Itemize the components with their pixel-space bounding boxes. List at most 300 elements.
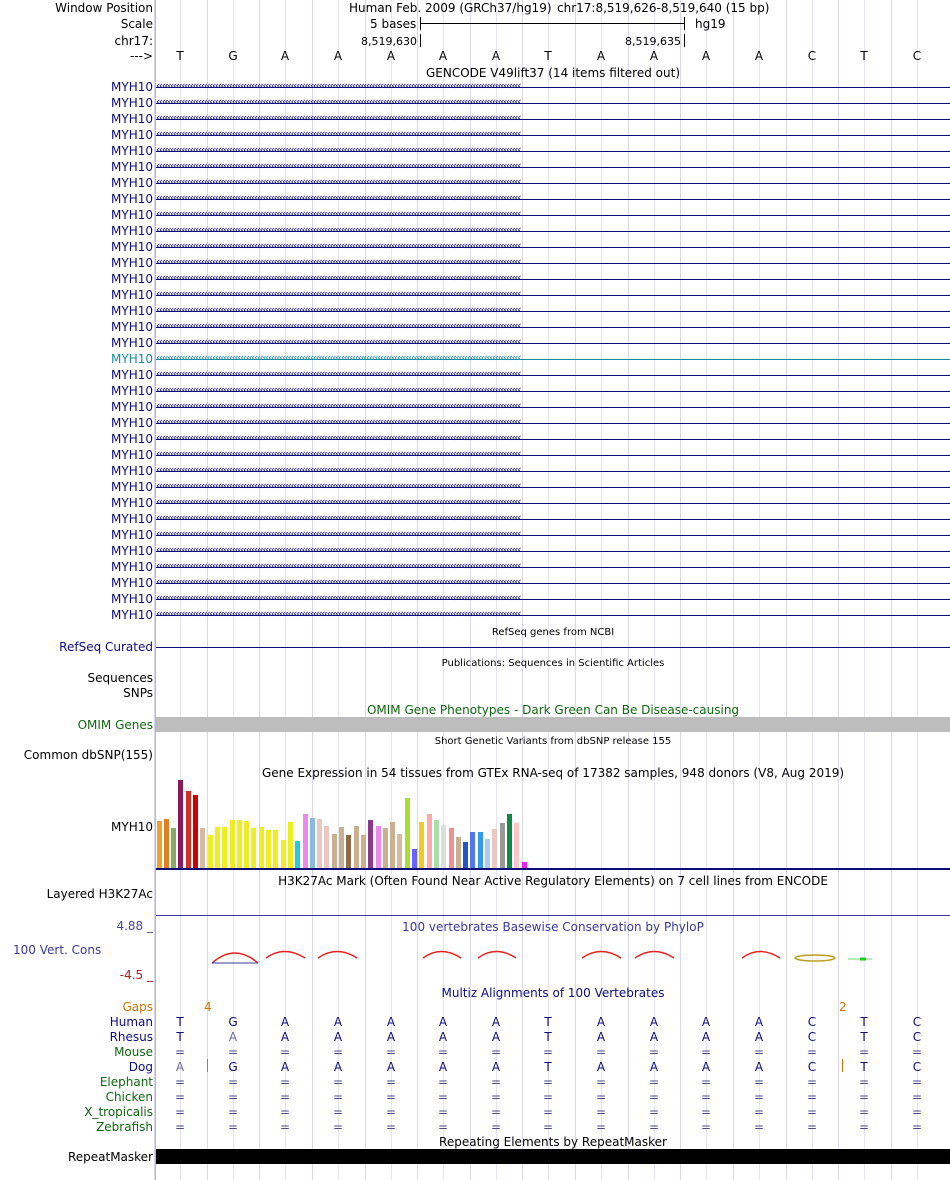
alignment-base: =: [279, 1075, 291, 1089]
gencode-gene-label[interactable]: MYH10: [111, 96, 153, 110]
alignment-base: T: [860, 1015, 868, 1029]
species-label[interactable]: Mouse: [114, 1045, 153, 1059]
strand-arrows: ‹‹‹‹‹‹‹‹‹‹‹‹‹‹‹‹‹‹‹‹‹‹‹‹‹‹‹‹‹‹‹‹‹‹‹‹‹‹‹‹‹‹‹‹‹‹‹‹‹‹‹‹‹‹‹‹‹‹‹‹‹‹‹‹‹‹‹‹‹‹‹‹‹‹‹‹‹‹‹‹‹‹‹‹‹‹‹‹‹‹‹‹‹‹‹‹‹‹‹‹‹‹‹‹‹‹‹‹‹‹‹‹‹‹‹‹‹‹‹‹‹‹‹‹‹‹‹‹‹‹: [156, 351, 520, 364]
strand-label: --->: [129, 49, 153, 63]
dog-gap-marker: [207, 1059, 208, 1072]
alignment-base: A: [649, 1030, 659, 1044]
strand-arrows: ‹‹‹‹‹‹‹‹‹‹‹‹‹‹‹‹‹‹‹‹‹‹‹‹‹‹‹‹‹‹‹‹‹‹‹‹‹‹‹‹‹‹‹‹‹‹‹‹‹‹‹‹‹‹‹‹‹‹‹‹‹‹‹‹‹‹‹‹‹‹‹‹‹‹‹‹‹‹‹‹‹‹‹‹‹‹‹‹‹‹‹‹‹‹‹‹‹‹‹‹‹‹‹‹‹‹‹‹‹‹‹‹‹‹‹‹‹‹‹‹‹‹‹‹‹‹‹‹‹‹: [156, 383, 520, 396]
strand-arrows: ‹‹‹‹‹‹‹‹‹‹‹‹‹‹‹‹‹‹‹‹‹‹‹‹‹‹‹‹‹‹‹‹‹‹‹‹‹‹‹‹‹‹‹‹‹‹‹‹‹‹‹‹‹‹‹‹‹‹‹‹‹‹‹‹‹‹‹‹‹‹‹‹‹‹‹‹‹‹‹‹‹‹‹‹‹‹‹‹‹‹‹‹‹‹‹‹‹‹‹‹‹‹‹‹‹‹‹‹‹‹‹‹‹‹‹‹‹‹‹‹‹‹‹‹‹‹‹‹‹‹: [156, 111, 520, 124]
gencode-gene-label[interactable]: MYH10: [111, 336, 153, 350]
gtex-tissue-bar[interactable]: [310, 818, 315, 868]
omim-gene-bar[interactable]: [156, 717, 950, 732]
base-boundary-line: [154, 0, 155, 1180]
alignment-base: C: [912, 1015, 922, 1029]
alignment-base: =: [648, 1045, 660, 1059]
alignment-base: T: [544, 1060, 552, 1074]
gtex-tissue-bar[interactable]: [244, 821, 249, 868]
scale-label: Scale: [120, 17, 153, 31]
gtex-tissue-bar[interactable]: [303, 814, 308, 868]
strand-arrows: ‹‹‹‹‹‹‹‹‹‹‹‹‹‹‹‹‹‹‹‹‹‹‹‹‹‹‹‹‹‹‹‹‹‹‹‹‹‹‹‹‹‹‹‹‹‹‹‹‹‹‹‹‹‹‹‹‹‹‹‹‹‹‹‹‹‹‹‹‹‹‹‹‹‹‹‹‹‹‹‹‹‹‹‹‹‹‹‹‹‹‹‹‹‹‹‹‹‹‹‹‹‹‹‹‹‹‹‹‹‹‹‹‹‹‹‹‹‹‹‹‹‹‹‹‹‹‹‹‹‹: [156, 287, 520, 300]
alignment-base: =: [279, 1120, 291, 1134]
scale-bar-right-tick: [684, 17, 685, 30]
gencode-gene-label[interactable]: MYH10: [111, 192, 153, 206]
repeatmasker-track-label[interactable]: RepeatMasker: [67, 1150, 153, 1164]
gencode-gene-label[interactable]: MYH10: [111, 416, 153, 430]
refseq-track-line[interactable]: [156, 647, 950, 648]
strand-arrows: ‹‹‹‹‹‹‹‹‹‹‹‹‹‹‹‹‹‹‹‹‹‹‹‹‹‹‹‹‹‹‹‹‹‹‹‹‹‹‹‹‹‹‹‹‹‹‹‹‹‹‹‹‹‹‹‹‹‹‹‹‹‹‹‹‹‹‹‹‹‹‹‹‹‹‹‹‹‹‹‹‹‹‹‹‹‹‹‹‹‹‹‹‹‹‹‹‹‹‹‹‹‹‹‹‹‹‹‹‹‹‹‹‹‹‹‹‹‹‹‹‹‹‹‹‹‹‹‹‹‹: [156, 159, 520, 172]
strand-arrows: ‹‹‹‹‹‹‹‹‹‹‹‹‹‹‹‹‹‹‹‹‹‹‹‹‹‹‹‹‹‹‹‹‹‹‹‹‹‹‹‹‹‹‹‹‹‹‹‹‹‹‹‹‹‹‹‹‹‹‹‹‹‹‹‹‹‹‹‹‹‹‹‹‹‹‹‹‹‹‹‹‹‹‹‹‹‹‹‹‹‹‹‹‹‹‹‹‹‹‹‹‹‹‹‹‹‹‹‹‹‹‹‹‹‹‹‹‹‹‹‹‹‹‹‹‹‹‹‹‹‹: [156, 79, 520, 92]
gencode-gene-label[interactable]: MYH10: [111, 352, 153, 366]
gtex-tissue-bar[interactable]: [230, 820, 235, 868]
strand-arrows: ‹‹‹‹‹‹‹‹‹‹‹‹‹‹‹‹‹‹‹‹‹‹‹‹‹‹‹‹‹‹‹‹‹‹‹‹‹‹‹‹‹‹‹‹‹‹‹‹‹‹‹‹‹‹‹‹‹‹‹‹‹‹‹‹‹‹‹‹‹‹‹‹‹‹‹‹‹‹‹‹‹‹‹‹‹‹‹‹‹‹‹‹‹‹‹‹‹‹‹‹‹‹‹‹‹‹‹‹‹‹‹‹‹‹‹‹‹‹‹‹‹‹‹‹‹‹‹‹‹‹: [156, 607, 520, 620]
omim-track-label[interactable]: OMIM Genes: [77, 718, 153, 732]
gencode-track-title: GENCODE V49lift37 (14 items filtered out): [425, 66, 680, 80]
gencode-gene-label[interactable]: MYH10: [111, 368, 153, 382]
alignment-base: =: [858, 1120, 870, 1134]
refseq-track-title: RefSeq genes from NCBI: [491, 627, 615, 638]
sequence-base: A: [649, 49, 659, 63]
gtex-tissue-bar[interactable]: [273, 830, 278, 868]
strand-arrows: ‹‹‹‹‹‹‹‹‹‹‹‹‹‹‹‹‹‹‹‹‹‹‹‹‹‹‹‹‹‹‹‹‹‹‹‹‹‹‹‹‹‹‹‹‹‹‹‹‹‹‹‹‹‹‹‹‹‹‹‹‹‹‹‹‹‹‹‹‹‹‹‹‹‹‹‹‹‹‹‹‹‹‹‹‹‹‹‹‹‹‹‹‹‹‹‹‹‹‹‹‹‹‹‹‹‹‹‹‹‹‹‹‹‹‹‹‹‹‹‹‹‹‹‹‹‹‹‹‹‹: [156, 559, 520, 572]
gtex-tissue-bar[interactable]: [259, 827, 264, 868]
gtex-tissue-bar[interactable]: [339, 827, 344, 868]
alignment-base: =: [648, 1105, 660, 1119]
scale-bar-left-tick: [420, 17, 421, 30]
strand-arrows: ‹‹‹‹‹‹‹‹‹‹‹‹‹‹‹‹‹‹‹‹‹‹‹‹‹‹‹‹‹‹‹‹‹‹‹‹‹‹‹‹‹‹‹‹‹‹‹‹‹‹‹‹‹‹‹‹‹‹‹‹‹‹‹‹‹‹‹‹‹‹‹‹‹‹‹‹‹‹‹‹‹‹‹‹‹‹‹‹‹‹‹‹‹‹‹‹‹‹‹‹‹‹‹‹‹‹‹‹‹‹‹‹‹‹‹‹‹‹‹‹‹‹‹‹‹‹‹‹‹‹: [156, 431, 520, 444]
strand-arrows: ‹‹‹‹‹‹‹‹‹‹‹‹‹‹‹‹‹‹‹‹‹‹‹‹‹‹‹‹‹‹‹‹‹‹‹‹‹‹‹‹‹‹‹‹‹‹‹‹‹‹‹‹‹‹‹‹‹‹‹‹‹‹‹‹‹‹‹‹‹‹‹‹‹‹‹‹‹‹‹‹‹‹‹‹‹‹‹‹‹‹‹‹‹‹‹‹‹‹‹‹‹‹‹‹‹‹‹‹‹‹‹‹‹‹‹‹‹‹‹‹‹‹‹‹‹‹‹‹‹‹: [156, 495, 520, 508]
conservation-peak: [478, 952, 516, 959]
alignment-base: =: [911, 1090, 923, 1104]
alignment-base: =: [385, 1120, 397, 1134]
gtex-tissue-bar[interactable]: [470, 832, 475, 868]
alignment-base: =: [753, 1090, 765, 1104]
gencode-gene-label[interactable]: MYH10: [111, 464, 153, 478]
alignment-base: =: [279, 1090, 291, 1104]
gencode-gene-label[interactable]: MYH10: [111, 496, 153, 510]
coordinate-label: 8,519,635: [625, 35, 681, 48]
gtex-tissue-bar[interactable]: [376, 826, 381, 868]
gtex-tissue-bar[interactable]: [324, 826, 329, 868]
sequence-base: A: [701, 49, 711, 63]
gencode-gene-label[interactable]: MYH10: [111, 608, 153, 622]
gencode-gene-label[interactable]: MYH10: [111, 272, 153, 286]
gencode-gene-label[interactable]: MYH10: [111, 256, 153, 270]
strand-arrows: ‹‹‹‹‹‹‹‹‹‹‹‹‹‹‹‹‹‹‹‹‹‹‹‹‹‹‹‹‹‹‹‹‹‹‹‹‹‹‹‹‹‹‹‹‹‹‹‹‹‹‹‹‹‹‹‹‹‹‹‹‹‹‹‹‹‹‹‹‹‹‹‹‹‹‹‹‹‹‹‹‹‹‹‹‹‹‹‹‹‹‹‹‹‹‹‹‹‹‹‹‹‹‹‹‹‹‹‹‹‹‹‹‹‹‹‹‹‹‹‹‹‹‹‹‹‹‹‹‹‹: [156, 415, 520, 428]
alignment-base: A: [596, 1030, 606, 1044]
scale-bar: [420, 23, 684, 24]
alignment-base: A: [438, 1030, 448, 1044]
alignment-base: A: [491, 1030, 501, 1044]
alignment-base: =: [332, 1075, 344, 1089]
repeatmasker-track-title: Repeating Elements by RepeatMasker: [439, 1135, 667, 1149]
gtex-track-label[interactable]: MYH10: [111, 820, 153, 834]
alignment-base: =: [279, 1045, 291, 1059]
conservation-ymax-label: 4.88 _: [116, 919, 153, 933]
window-position-label: Window Position: [55, 1, 153, 15]
gtex-track-title: Gene Expression in 54 tissues from GTEx RNA-seq of 17382 samples, 948 donors (V8, Aug 2019): [261, 766, 845, 780]
dbsnp-track-label[interactable]: Common dbSNP(155): [23, 748, 153, 762]
alignment-base: T: [176, 1015, 184, 1029]
alignment-base: =: [858, 1045, 870, 1059]
gencode-gene-label[interactable]: MYH10: [111, 320, 153, 334]
conservation-low-region: [795, 955, 835, 961]
gtex-tissue-bar[interactable]: [463, 842, 468, 868]
alignment-base: =: [174, 1105, 186, 1119]
species-label[interactable]: Elephant: [99, 1075, 153, 1089]
dbsnp-track-title: Short Genetic Variants from dbSNP release 155: [434, 736, 672, 747]
alignment-base: =: [437, 1090, 449, 1104]
alignment-base: A: [754, 1015, 764, 1029]
alignment-base: =: [753, 1120, 765, 1134]
h3k27ac-track-label[interactable]: Layered H3K27Ac: [46, 887, 153, 901]
gencode-gene-label[interactable]: MYH10: [111, 384, 153, 398]
gtex-tissue-bar[interactable]: [186, 791, 191, 868]
strand-arrows: ‹‹‹‹‹‹‹‹‹‹‹‹‹‹‹‹‹‹‹‹‹‹‹‹‹‹‹‹‹‹‹‹‹‹‹‹‹‹‹‹‹‹‹‹‹‹‹‹‹‹‹‹‹‹‹‹‹‹‹‹‹‹‹‹‹‹‹‹‹‹‹‹‹‹‹‹‹‹‹‹‹‹‹‹‹‹‹‹‹‹‹‹‹‹‹‹‹‹‹‹‹‹‹‹‹‹‹‹‹‹‹‹‹‹‹‹‹‹‹‹‹‹‹‹‹‹‹‹‹‹: [156, 143, 520, 156]
sequence-base: C: [912, 49, 922, 63]
omim-track-title: OMIM Gene Phenotypes - Dark Green Can Be Disease-causing: [366, 703, 740, 717]
sequence-base: C: [807, 49, 817, 63]
gtex-tissue-bar[interactable]: [193, 795, 198, 868]
gtex-tissue-bar[interactable]: [434, 820, 439, 868]
alignment-base: C: [807, 1060, 817, 1074]
strand-arrows: ‹‹‹‹‹‹‹‹‹‹‹‹‹‹‹‹‹‹‹‹‹‹‹‹‹‹‹‹‹‹‹‹‹‹‹‹‹‹‹‹‹‹‹‹‹‹‹‹‹‹‹‹‹‹‹‹‹‹‹‹‹‹‹‹‹‹‹‹‹‹‹‹‹‹‹‹‹‹‹‹‹‹‹‹‹‹‹‹‹‹‹‹‹‹‹‹‹‹‹‹‹‹‹‹‹‹‹‹‹‹‹‹‹‹‹‹‹‹‹‹‹‹‹‹‹‹‹‹‹‹: [156, 591, 520, 604]
gencode-gene-label[interactable]: MYH10: [111, 224, 153, 238]
alignment-base: A: [438, 1015, 448, 1029]
alignment-base: =: [806, 1090, 818, 1104]
gtex-tissue-bar[interactable]: [208, 835, 213, 868]
alignment-base: =: [858, 1105, 870, 1119]
sequence-base: G: [228, 49, 238, 63]
alignment-base: =: [700, 1075, 712, 1089]
alignment-base: C: [912, 1030, 922, 1044]
alignment-base: =: [700, 1090, 712, 1104]
species-label[interactable]: Dog: [128, 1060, 153, 1074]
gencode-gene-label[interactable]: MYH10: [111, 400, 153, 414]
alignment-base: =: [595, 1120, 607, 1134]
conservation-peak: [582, 952, 621, 959]
gtex-tissue-bar[interactable]: [492, 829, 497, 868]
scale-text: 5 bases: [370, 17, 417, 31]
gtex-tissue-bar[interactable]: [237, 820, 242, 868]
gencode-gene-label[interactable]: MYH10: [111, 528, 153, 542]
alignment-base: =: [227, 1075, 239, 1089]
gtex-tissue-bar[interactable]: [427, 814, 432, 868]
gtex-tissue-bar[interactable]: [222, 827, 227, 868]
gtex-tissue-bar[interactable]: [157, 821, 162, 868]
strand-arrows: ‹‹‹‹‹‹‹‹‹‹‹‹‹‹‹‹‹‹‹‹‹‹‹‹‹‹‹‹‹‹‹‹‹‹‹‹‹‹‹‹‹‹‹‹‹‹‹‹‹‹‹‹‹‹‹‹‹‹‹‹‹‹‹‹‹‹‹‹‹‹‹‹‹‹‹‹‹‹‹‹‹‹‹‹‹‹‹‹‹‹‹‹‹‹‹‹‹‹‹‹‹‹‹‹‹‹‹‹‹‹‹‹‹‹‹‹‹‹‹‹‹‹‹‹‹‹‹‹‹‹: [156, 223, 520, 236]
conservation-track-title: 100 vertebrates Basewise Conservation by PhyloP: [402, 920, 704, 934]
alignment-base: =: [700, 1120, 712, 1134]
strand-arrows: ‹‹‹‹‹‹‹‹‹‹‹‹‹‹‹‹‹‹‹‹‹‹‹‹‹‹‹‹‹‹‹‹‹‹‹‹‹‹‹‹‹‹‹‹‹‹‹‹‹‹‹‹‹‹‹‹‹‹‹‹‹‹‹‹‹‹‹‹‹‹‹‹‹‹‹‹‹‹‹‹‹‹‹‹‹‹‹‹‹‹‹‹‹‹‹‹‹‹‹‹‹‹‹‹‹‹‹‹‹‹‹‹‹‹‹‹‹‹‹‹‹‹‹‹‹‹‹‹‹‹: [156, 303, 520, 316]
species-label[interactable]: Rhesus: [109, 1030, 153, 1044]
alignment-base: =: [174, 1090, 186, 1104]
sequence-base: A: [596, 49, 606, 63]
strand-arrows: ‹‹‹‹‹‹‹‹‹‹‹‹‹‹‹‹‹‹‹‹‹‹‹‹‹‹‹‹‹‹‹‹‹‹‹‹‹‹‹‹‹‹‹‹‹‹‹‹‹‹‹‹‹‹‹‹‹‹‹‹‹‹‹‹‹‹‹‹‹‹‹‹‹‹‹‹‹‹‹‹‹‹‹‹‹‹‹‹‹‹‹‹‹‹‹‹‹‹‹‹‹‹‹‹‹‹‹‹‹‹‹‹‹‹‹‹‹‹‹‹‹‹‹‹‹‹‹‹‹‹: [156, 175, 520, 188]
alignment-base: =: [700, 1045, 712, 1059]
alignment-base: A: [596, 1015, 606, 1029]
alignment-base: A: [491, 1060, 501, 1074]
strand-arrows: ‹‹‹‹‹‹‹‹‹‹‹‹‹‹‹‹‹‹‹‹‹‹‹‹‹‹‹‹‹‹‹‹‹‹‹‹‹‹‹‹‹‹‹‹‹‹‹‹‹‹‹‹‹‹‹‹‹‹‹‹‹‹‹‹‹‹‹‹‹‹‹‹‹‹‹‹‹‹‹‹‹‹‹‹‹‹‹‹‹‹‹‹‹‹‹‹‹‹‹‹‹‹‹‹‹‹‹‹‹‹‹‹‹‹‹‹‹‹‹‹‹‹‹‹‹‹‹‹‹‹: [156, 511, 520, 524]
refseq-track-label[interactable]: RefSeq Curated: [59, 640, 153, 654]
alignment-base: =: [174, 1075, 186, 1089]
h3k27ac-baseline: [156, 915, 950, 916]
alignment-base: T: [544, 1015, 552, 1029]
gtex-tissue-bar[interactable]: [485, 839, 490, 868]
gtex-tissue-bar[interactable]: [251, 828, 256, 868]
gencode-gene-label[interactable]: MYH10: [111, 128, 153, 142]
species-label[interactable]: Zebrafish: [96, 1120, 153, 1134]
gtex-tissue-bar[interactable]: [171, 828, 176, 868]
gencode-gene-label[interactable]: MYH10: [111, 208, 153, 222]
alignment-base: =: [595, 1045, 607, 1059]
alignment-base: =: [385, 1090, 397, 1104]
alignment-base: A: [754, 1030, 764, 1044]
alignment-base: =: [490, 1120, 502, 1134]
alignment-base: A: [438, 1060, 448, 1074]
alignment-base: =: [595, 1090, 607, 1104]
conservation-peak: [423, 952, 461, 959]
multiz-gap-annotation: 2: [839, 1000, 847, 1014]
sequence-base: T: [176, 49, 184, 63]
db-text: hg19: [695, 17, 726, 31]
multiz-gaps-label: Gaps: [122, 1000, 153, 1014]
strand-arrows: ‹‹‹‹‹‹‹‹‹‹‹‹‹‹‹‹‹‹‹‹‹‹‹‹‹‹‹‹‹‹‹‹‹‹‹‹‹‹‹‹‹‹‹‹‹‹‹‹‹‹‹‹‹‹‹‹‹‹‹‹‹‹‹‹‹‹‹‹‹‹‹‹‹‹‹‹‹‹‹‹‹‹‹‹‹‹‹‹‹‹‹‹‹‹‹‹‹‹‹‹‹‹‹‹‹‹‹‹‹‹‹‹‹‹‹‹‹‹‹‹‹‹‹‹‹‹‹‹‹‹: [156, 191, 520, 204]
gtex-tissue-bar[interactable]: [390, 822, 395, 868]
publications-track-title: Publications: Sequences in Scientific Articles: [441, 658, 665, 669]
strand-arrows: ‹‹‹‹‹‹‹‹‹‹‹‹‹‹‹‹‹‹‹‹‹‹‹‹‹‹‹‹‹‹‹‹‹‹‹‹‹‹‹‹‹‹‹‹‹‹‹‹‹‹‹‹‹‹‹‹‹‹‹‹‹‹‹‹‹‹‹‹‹‹‹‹‹‹‹‹‹‹‹‹‹‹‹‹‹‹‹‹‹‹‹‹‹‹‹‹‹‹‹‹‹‹‹‹‹‹‹‹‹‹‹‹‹‹‹‹‹‹‹‹‹‹‹‹‹‹‹‹‹‹: [156, 543, 520, 556]
alignment-base: G: [228, 1060, 238, 1074]
gtex-tissue-bar[interactable]: [288, 822, 293, 868]
alignment-base: A: [280, 1060, 290, 1074]
sequence-base: A: [754, 49, 764, 63]
alignment-base: =: [437, 1045, 449, 1059]
alignment-base: =: [332, 1045, 344, 1059]
gencode-gene-label[interactable]: MYH10: [111, 432, 153, 446]
gtex-tissue-bar[interactable]: [449, 828, 454, 868]
strand-arrows: ‹‹‹‹‹‹‹‹‹‹‹‹‹‹‹‹‹‹‹‹‹‹‹‹‹‹‹‹‹‹‹‹‹‹‹‹‹‹‹‹‹‹‹‹‹‹‹‹‹‹‹‹‹‹‹‹‹‹‹‹‹‹‹‹‹‹‹‹‹‹‹‹‹‹‹‹‹‹‹‹‹‹‹‹‹‹‹‹‹‹‹‹‹‹‹‹‹‹‹‹‹‹‹‹‹‹‹‹‹‹‹‹‹‹‹‹‹‹‹‹‹‹‹‹‹‹‹‹‹‹: [156, 255, 520, 268]
chr-label: chr17:: [114, 34, 153, 48]
alignment-base: C: [807, 1015, 817, 1029]
alignment-base: =: [490, 1075, 502, 1089]
gencode-gene-label[interactable]: MYH10: [111, 448, 153, 462]
gtex-tissue-bar[interactable]: [354, 826, 359, 868]
alignment-base: =: [542, 1105, 554, 1119]
alignment-base: =: [911, 1045, 923, 1059]
gencode-gene-label[interactable]: MYH10: [111, 112, 153, 126]
alignment-base: =: [385, 1045, 397, 1059]
publications-sequences-label[interactable]: Sequences: [87, 671, 153, 685]
coordinate-tick: [420, 34, 421, 47]
alignment-base: =: [385, 1105, 397, 1119]
gencode-gene-label[interactable]: MYH10: [111, 288, 153, 302]
gtex-tissue-bar[interactable]: [412, 849, 417, 868]
gencode-gene-label[interactable]: MYH10: [111, 512, 153, 526]
alignment-base: G: [228, 1015, 238, 1029]
alignment-base: A: [333, 1015, 343, 1029]
sequence-base: A: [386, 49, 396, 63]
strand-arrows: ‹‹‹‹‹‹‹‹‹‹‹‹‹‹‹‹‹‹‹‹‹‹‹‹‹‹‹‹‹‹‹‹‹‹‹‹‹‹‹‹‹‹‹‹‹‹‹‹‹‹‹‹‹‹‹‹‹‹‹‹‹‹‹‹‹‹‹‹‹‹‹‹‹‹‹‹‹‹‹‹‹‹‹‹‹‹‹‹‹‹‹‹‹‹‹‹‹‹‹‹‹‹‹‹‹‹‹‹‹‹‹‹‹‹‹‹‹‹‹‹‹‹‹‹‹‹‹‹‹‹: [156, 319, 520, 332]
conservation-peak: [318, 952, 357, 959]
gtex-tissue-bar[interactable]: [200, 828, 205, 868]
alignment-base: =: [753, 1105, 765, 1119]
alignment-base: A: [333, 1060, 343, 1074]
species-label[interactable]: Human: [109, 1015, 153, 1029]
alignment-base: A: [280, 1015, 290, 1029]
sequence-base: A: [491, 49, 501, 63]
alignment-base: A: [386, 1030, 396, 1044]
gtex-tissue-bar[interactable]: [164, 819, 169, 868]
strand-arrows: ‹‹‹‹‹‹‹‹‹‹‹‹‹‹‹‹‹‹‹‹‹‹‹‹‹‹‹‹‹‹‹‹‹‹‹‹‹‹‹‹‹‹‹‹‹‹‹‹‹‹‹‹‹‹‹‹‹‹‹‹‹‹‹‹‹‹‹‹‹‹‹‹‹‹‹‹‹‹‹‹‹‹‹‹‹‹‹‹‹‹‹‹‹‹‹‹‹‹‹‹‹‹‹‹‹‹‹‹‹‹‹‹‹‹‹‹‹‹‹‹‹‹‹‹‹‹‹‹‹‹: [156, 335, 520, 348]
alignment-base: A: [596, 1060, 606, 1074]
alignment-base: =: [437, 1075, 449, 1089]
gtex-tissue-bar[interactable]: [397, 834, 402, 868]
alignment-base: =: [542, 1090, 554, 1104]
alignment-base: =: [911, 1105, 923, 1119]
alignment-base: C: [912, 1060, 922, 1074]
conservation-track-label[interactable]: 100 Vert. Cons: [13, 943, 102, 957]
gtex-tissue-bar[interactable]: [178, 780, 183, 868]
alignment-base: =: [437, 1105, 449, 1119]
conservation-peaks: [212, 952, 780, 964]
dog-gap-marker: [842, 1059, 843, 1072]
strand-arrows: ‹‹‹‹‹‹‹‹‹‹‹‹‹‹‹‹‹‹‹‹‹‹‹‹‹‹‹‹‹‹‹‹‹‹‹‹‹‹‹‹‹‹‹‹‹‹‹‹‹‹‹‹‹‹‹‹‹‹‹‹‹‹‹‹‹‹‹‹‹‹‹‹‹‹‹‹‹‹‹‹‹‹‹‹‹‹‹‹‹‹‹‹‹‹‹‹‹‹‹‹‹‹‹‹‹‹‹‹‹‹‹‹‹‹‹‹‹‹‹‹‹‹‹‹‹‹‹‹‹‹: [156, 575, 520, 588]
gencode-gene-label[interactable]: MYH10: [111, 576, 153, 590]
sequence-base: A: [333, 49, 343, 63]
gencode-gene-label[interactable]: MYH10: [111, 480, 153, 494]
strand-arrows: ‹‹‹‹‹‹‹‹‹‹‹‹‹‹‹‹‹‹‹‹‹‹‹‹‹‹‹‹‹‹‹‹‹‹‹‹‹‹‹‹‹‹‹‹‹‹‹‹‹‹‹‹‹‹‹‹‹‹‹‹‹‹‹‹‹‹‹‹‹‹‹‹‹‹‹‹‹‹‹‹‹‹‹‹‹‹‹‹‹‹‹‹‹‹‹‹‹‹‹‹‹‹‹‹‹‹‹‹‹‹‹‹‹‹‹‹‹‹‹‹‹‹‹‹‹‹‹‹‹‹: [156, 479, 520, 492]
alignment-base: =: [490, 1045, 502, 1059]
alignment-base: =: [332, 1105, 344, 1119]
gtex-tissue-bar[interactable]: [332, 834, 337, 868]
alignment-base: =: [542, 1075, 554, 1089]
alignment-base: A: [754, 1060, 764, 1074]
conservation-ymin-label: -4.5 _: [119, 968, 153, 982]
alignment-base: =: [227, 1105, 239, 1119]
gtex-tissue-bar[interactable]: [215, 827, 220, 868]
repeatmasker-element[interactable]: [156, 1149, 950, 1164]
gtex-tissue-bar[interactable]: [368, 820, 373, 868]
alignment-base: =: [858, 1075, 870, 1089]
alignment-base: =: [858, 1090, 870, 1104]
coordinate-label: 8,519,630: [361, 35, 417, 48]
alignment-base: A: [649, 1060, 659, 1074]
alignment-base: =: [174, 1120, 186, 1134]
gencode-gene-label[interactable]: MYH10: [111, 240, 153, 254]
gtex-tissue-bar[interactable]: [383, 828, 388, 868]
alignment-base: A: [386, 1060, 396, 1074]
alignment-base: =: [227, 1120, 239, 1134]
alignment-base: T: [860, 1030, 868, 1044]
alignment-base: =: [174, 1045, 186, 1059]
alignment-base: =: [911, 1075, 923, 1089]
gencode-gene-label[interactable]: MYH10: [111, 144, 153, 158]
conservation-peak: [266, 952, 305, 959]
gtex-tissue-bar[interactable]: [266, 830, 271, 868]
alignment-base: A: [701, 1015, 711, 1029]
strand-arrows: ‹‹‹‹‹‹‹‹‹‹‹‹‹‹‹‹‹‹‹‹‹‹‹‹‹‹‹‹‹‹‹‹‹‹‹‹‹‹‹‹‹‹‹‹‹‹‹‹‹‹‹‹‹‹‹‹‹‹‹‹‹‹‹‹‹‹‹‹‹‹‹‹‹‹‹‹‹‹‹‹‹‹‹‹‹‹‹‹‹‹‹‹‹‹‹‹‹‹‹‹‹‹‹‹‹‹‹‹‹‹‹‹‹‹‹‹‹‹‹‹‹‹‹‹‹‹‹‹‹‹: [156, 207, 520, 220]
alignment-base: =: [806, 1045, 818, 1059]
sequence-base: A: [280, 49, 290, 63]
alignment-base: =: [648, 1090, 660, 1104]
strand-arrows: ‹‹‹‹‹‹‹‹‹‹‹‹‹‹‹‹‹‹‹‹‹‹‹‹‹‹‹‹‹‹‹‹‹‹‹‹‹‹‹‹‹‹‹‹‹‹‹‹‹‹‹‹‹‹‹‹‹‹‹‹‹‹‹‹‹‹‹‹‹‹‹‹‹‹‹‹‹‹‹‹‹‹‹‹‹‹‹‹‹‹‹‹‹‹‹‹‹‹‹‹‹‹‹‹‹‹‹‹‹‹‹‹‹‹‹‹‹‹‹‹‹‹‹‹‹‹‹‹‹‹: [156, 463, 520, 476]
gencode-gene-label[interactable]: MYH10: [111, 160, 153, 174]
alignment-base: =: [911, 1120, 923, 1134]
alignment-base: =: [332, 1120, 344, 1134]
species-label[interactable]: X_tropicalis: [84, 1105, 153, 1119]
alignment-base: =: [700, 1105, 712, 1119]
gencode-gene-label[interactable]: MYH10: [111, 176, 153, 190]
strand-arrows: ‹‹‹‹‹‹‹‹‹‹‹‹‹‹‹‹‹‹‹‹‹‹‹‹‹‹‹‹‹‹‹‹‹‹‹‹‹‹‹‹‹‹‹‹‹‹‹‹‹‹‹‹‹‹‹‹‹‹‹‹‹‹‹‹‹‹‹‹‹‹‹‹‹‹‹‹‹‹‹‹‹‹‹‹‹‹‹‹‹‹‹‹‹‹‹‹‹‹‹‹‹‹‹‹‹‹‹‹‹‹‹‹‹‹‹‹‹‹‹‹‹‹‹‹‹‹‹‹‹‹: [156, 127, 520, 140]
alignment-base: =: [542, 1120, 554, 1134]
strand-arrows: ‹‹‹‹‹‹‹‹‹‹‹‹‹‹‹‹‹‹‹‹‹‹‹‹‹‹‹‹‹‹‹‹‹‹‹‹‹‹‹‹‹‹‹‹‹‹‹‹‹‹‹‹‹‹‹‹‹‹‹‹‹‹‹‹‹‹‹‹‹‹‹‹‹‹‹‹‹‹‹‹‹‹‹‹‹‹‹‹‹‹‹‹‹‹‹‹‹‹‹‹‹‹‹‹‹‹‹‹‹‹‹‹‹‹‹‹‹‹‹‹‹‹‹‹‹‹‹‹‹‹: [156, 95, 520, 108]
h3k27ac-track-title: H3K27Ac Mark (Often Found Near Active Regulatory Elements) on 7 cell lines from ENCODE: [278, 874, 828, 888]
gtex-tissue-bar[interactable]: [405, 798, 410, 868]
gtex-tissue-bar[interactable]: [295, 841, 300, 868]
gtex-tissue-bar[interactable]: [500, 823, 505, 868]
alignment-base: A: [701, 1060, 711, 1074]
gtex-tissue-bar[interactable]: [441, 825, 446, 868]
gencode-gene-label[interactable]: MYH10: [111, 544, 153, 558]
strand-arrows: ‹‹‹‹‹‹‹‹‹‹‹‹‹‹‹‹‹‹‹‹‹‹‹‹‹‹‹‹‹‹‹‹‹‹‹‹‹‹‹‹‹‹‹‹‹‹‹‹‹‹‹‹‹‹‹‹‹‹‹‹‹‹‹‹‹‹‹‹‹‹‹‹‹‹‹‹‹‹‹‹‹‹‹‹‹‹‹‹‹‹‹‹‹‹‹‹‹‹‹‹‹‹‹‹‹‹‹‹‹‹‹‹‹‹‹‹‹‹‹‹‹‹‹‹‹‹‹‹‹‹: [156, 527, 520, 540]
gtex-tissue-bar[interactable]: [281, 840, 286, 868]
sequence-base: T: [860, 49, 868, 63]
alignment-base: =: [806, 1105, 818, 1119]
gtex-tissue-bar[interactable]: [514, 823, 519, 868]
sequence-base: T: [544, 49, 552, 63]
strand-arrows: ‹‹‹‹‹‹‹‹‹‹‹‹‹‹‹‹‹‹‹‹‹‹‹‹‹‹‹‹‹‹‹‹‹‹‹‹‹‹‹‹‹‹‹‹‹‹‹‹‹‹‹‹‹‹‹‹‹‹‹‹‹‹‹‹‹‹‹‹‹‹‹‹‹‹‹‹‹‹‹‹‹‹‹‹‹‹‹‹‹‹‹‹‹‹‹‹‹‹‹‹‹‹‹‹‹‹‹‹‹‹‹‹‹‹‹‹‹‹‹‹‹‹‹‹‹‹‹‹‹‹: [156, 271, 520, 284]
gtex-tissue-bar[interactable]: [507, 814, 512, 868]
gtex-tissue-bar[interactable]: [346, 835, 351, 868]
gtex-tissue-bar[interactable]: [478, 832, 483, 868]
multiz-gap-annotation: 4: [204, 1000, 212, 1014]
species-label[interactable]: Chicken: [105, 1090, 153, 1104]
alignment-base: T: [176, 1030, 184, 1044]
gtex-baseline: [156, 868, 950, 870]
alignment-base: C: [807, 1030, 817, 1044]
alignment-base: =: [490, 1105, 502, 1119]
alignment-base: =: [753, 1045, 765, 1059]
multiz-track-title: Multiz Alignments of 100 Vertebrates: [441, 986, 665, 1000]
alignment-base: =: [437, 1120, 449, 1134]
gtex-tissue-bar[interactable]: [317, 819, 322, 868]
alignment-base: A: [701, 1030, 711, 1044]
alignment-base: =: [753, 1075, 765, 1089]
alignment-base: A: [386, 1015, 396, 1029]
strand-arrows: ‹‹‹‹‹‹‹‹‹‹‹‹‹‹‹‹‹‹‹‹‹‹‹‹‹‹‹‹‹‹‹‹‹‹‹‹‹‹‹‹‹‹‹‹‹‹‹‹‹‹‹‹‹‹‹‹‹‹‹‹‹‹‹‹‹‹‹‹‹‹‹‹‹‹‹‹‹‹‹‹‹‹‹‹‹‹‹‹‹‹‹‹‹‹‹‹‹‹‹‹‹‹‹‹‹‹‹‹‹‹‹‹‹‹‹‹‹‹‹‹‹‹‹‹‹‹‹‹‹‹: [156, 367, 520, 380]
gtex-tissue-bar[interactable]: [419, 822, 424, 868]
alignment-base: =: [332, 1090, 344, 1104]
coordinate-tick: [684, 34, 685, 47]
alignment-base: T: [860, 1060, 868, 1074]
gencode-gene-label[interactable]: MYH10: [111, 592, 153, 606]
alignment-base: =: [648, 1075, 660, 1089]
publications-snps-label[interactable]: SNPs: [123, 686, 153, 700]
alignment-base: =: [595, 1105, 607, 1119]
conservation-peak: [212, 953, 258, 963]
alignment-base: A: [175, 1060, 185, 1074]
position-text: chr17:8,519,626-8,519,640 (15 bp): [557, 1, 770, 15]
gencode-gene-label[interactable]: MYH10: [111, 560, 153, 574]
gencode-gene-label[interactable]: MYH10: [111, 80, 153, 94]
conservation-wiggle[interactable]: [0, 940, 950, 970]
gtex-tissue-bar[interactable]: [456, 837, 461, 868]
strand-arrows: ‹‹‹‹‹‹‹‹‹‹‹‹‹‹‹‹‹‹‹‹‹‹‹‹‹‹‹‹‹‹‹‹‹‹‹‹‹‹‹‹‹‹‹‹‹‹‹‹‹‹‹‹‹‹‹‹‹‹‹‹‹‹‹‹‹‹‹‹‹‹‹‹‹‹‹‹‹‹‹‹‹‹‹‹‹‹‹‹‹‹‹‹‹‹‹‹‹‹‹‹‹‹‹‹‹‹‹‹‹‹‹‹‹‹‹‹‹‹‹‹‹‹‹‹‹‹‹‹‹‹: [156, 399, 520, 412]
gencode-gene-label[interactable]: MYH10: [111, 304, 153, 318]
alignment-base: =: [227, 1090, 239, 1104]
alignment-base: =: [279, 1105, 291, 1119]
alignment-base: =: [595, 1075, 607, 1089]
gtex-tissue-bar[interactable]: [361, 835, 366, 868]
